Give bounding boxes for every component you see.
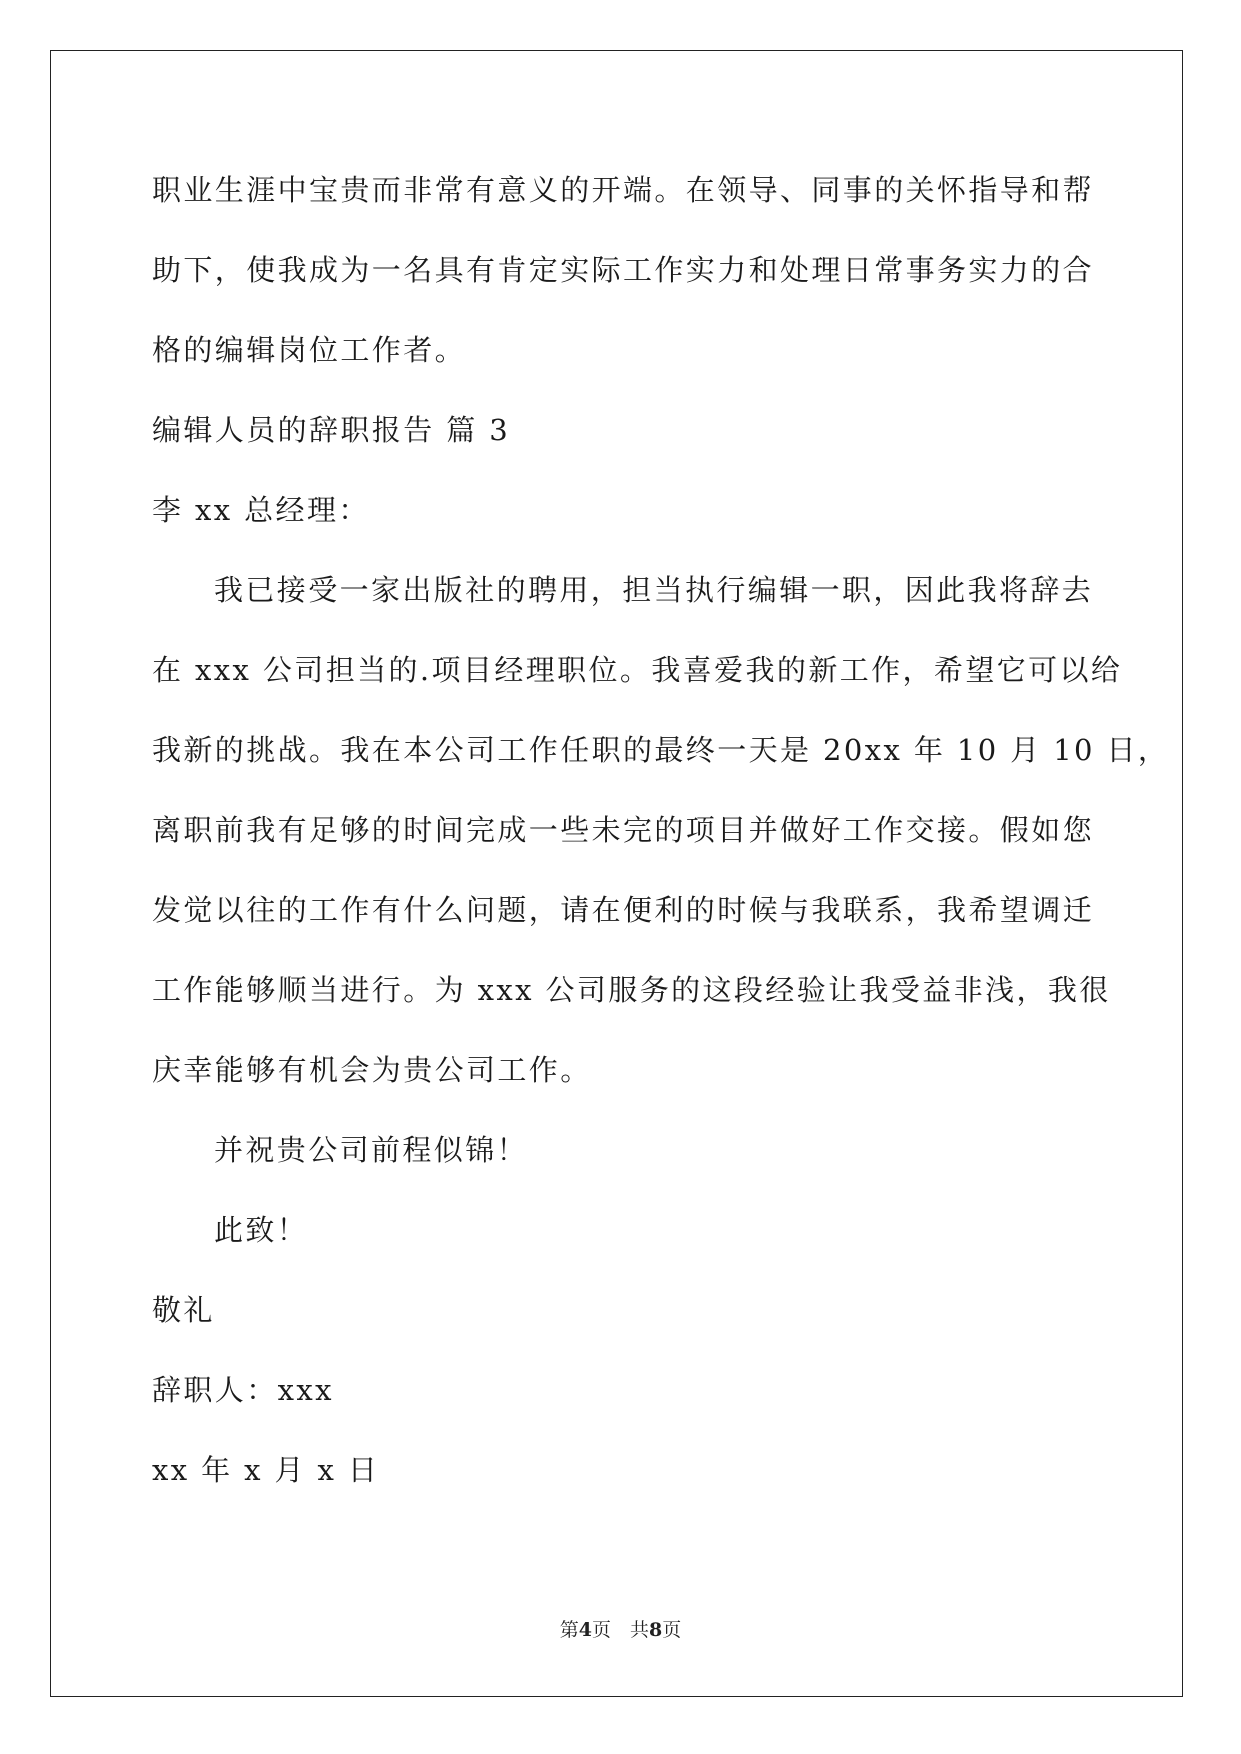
body-line: 庆幸能够有机会为贵公司工作。 bbox=[152, 1053, 592, 1087]
closing-salute: 敬礼 bbox=[152, 1293, 215, 1327]
body-line: 在 xxx 公司担当的.项目经理职位。我喜爱我的新工作，希望它可以给 bbox=[152, 653, 1123, 687]
salutation: 李 xx 总经理： bbox=[152, 493, 370, 527]
footer-suffix: 页 bbox=[662, 1619, 682, 1641]
body-line: 离职前我有足够的时间完成一些未完的项目并做好工作交接。假如您 bbox=[152, 813, 1095, 847]
current-page-number: 4 bbox=[578, 1619, 592, 1641]
closing-wish: 并祝贵公司前程似锦！ bbox=[214, 1133, 529, 1167]
body-line: 发觉以往的工作有什么问题，请在便利的时候与我联系，我希望调迁 bbox=[152, 893, 1095, 927]
closing-regards: 此致！ bbox=[214, 1213, 309, 1247]
body-line: 我新的挑战。我在本公司工作任职的最终一天是 20xx 年 10 月 10 日， bbox=[152, 733, 1170, 767]
date-line: xx 年 x 月 x 日 bbox=[152, 1453, 380, 1487]
body-line: 我已接受一家出版社的聘用，担当执行编辑一职，因此我将辞去 bbox=[214, 573, 1094, 607]
signature: 辞职人：xxx bbox=[152, 1373, 334, 1407]
body-line: 格的编辑岗位工作者。 bbox=[152, 333, 467, 367]
total-page-number: 8 bbox=[649, 1619, 663, 1641]
body-line: 工作能够顺当进行。为 xxx 公司服务的这段经验让我受益非浅，我很 bbox=[152, 973, 1111, 1007]
section-heading: 编辑人员的辞职报告 篇 3 bbox=[152, 413, 511, 447]
page-footer bbox=[0, 1618, 1241, 1642]
body-line: 职业生涯中宝贵而非常有意义的开端。在领导、同事的关怀指导和帮 bbox=[152, 173, 1095, 207]
body-line: 助下，使我成为一名具有肯定实际工作实力和处理日常事务实力的合 bbox=[152, 253, 1095, 287]
footer-prefix: 第 bbox=[559, 1619, 579, 1641]
footer-mid: 页 共 bbox=[591, 1619, 649, 1641]
